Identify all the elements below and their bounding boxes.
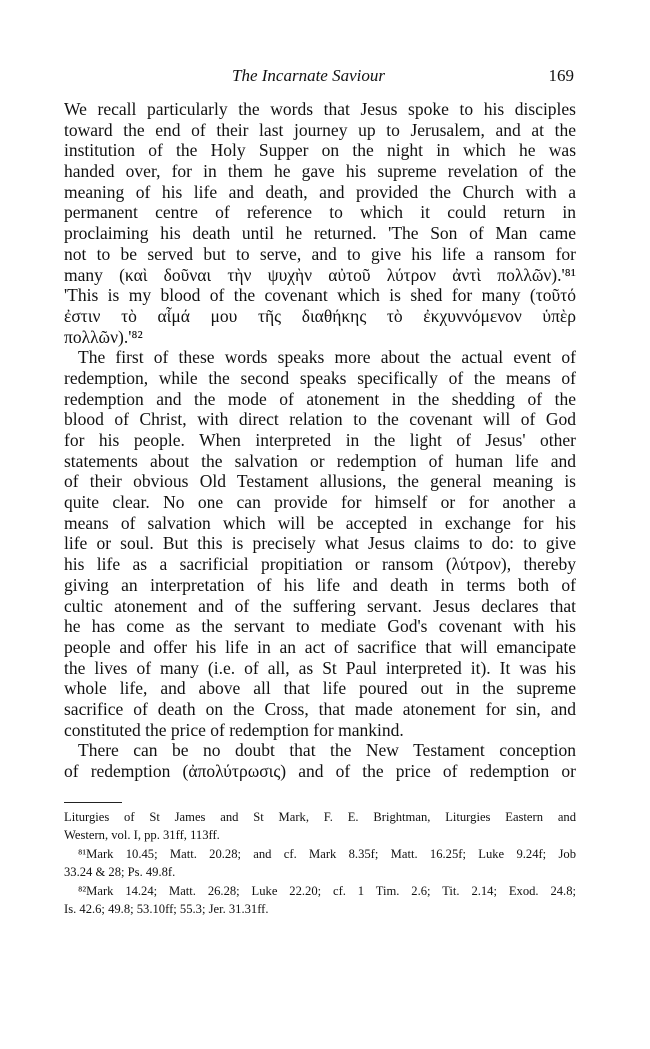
text-line: The first of these words speaks more about the actual event of	[78, 347, 576, 368]
text-line: constituted the price of redemption for mankind.	[64, 719, 404, 740]
text-line: toward the end of their last journey up to Jerusalem, and at the	[64, 119, 576, 140]
page-number: 169	[548, 66, 574, 85]
running-title: The Incarnate Saviour	[232, 66, 385, 85]
text-line: We recall particularly the words that Jesus spoke to his disciples	[64, 99, 576, 119]
text-line: 'This is my blood of the covenant which is shed for many (τοῦτό	[64, 285, 576, 306]
text-line: redemption, while the second speaks specifically of the means of	[64, 367, 576, 388]
text-line: his life as a sacrificial propitiation or ransom (λύτρον), thereby	[64, 554, 576, 575]
footnote-line: 33.24 & 28; Ps. 49.8f.	[64, 865, 176, 880]
text-line: giving an interpretation of his life and death in terms both of	[64, 574, 576, 595]
text-line: permanent centre of reference to which it could return in	[64, 202, 576, 223]
footnote-line: Western, vol. I, pp. 31ff, 113ff.	[64, 828, 220, 843]
text-line: life or soul. But this is precisely what Jesus claims to do: to give	[64, 533, 576, 554]
footnote-line: Liturgies of St James and St Mark, F. E. Brightman, Liturgies Eastern and	[64, 809, 576, 824]
footnote-line: ⁸¹Mark 10.45; Matt. 20.28; and cf. Mark 8.35f; Matt. 16.25f; Luke 9.24f; Job	[78, 846, 576, 861]
text-line: cultic atonement and of the suffering servant. Jesus declares that	[64, 595, 576, 616]
footnote-rule	[64, 802, 122, 803]
text-line: proclaiming his death until he returned. 'The Son of Man came	[64, 223, 576, 244]
text-line: people and offer his life in an act of sacrifice that will emancipate	[64, 636, 576, 657]
text-line: ἐστιν τὸ αἷμά μου τῆς διαθήκης τὸ ἐκχυννόμενον ὑπὲρ	[64, 305, 576, 326]
text-line: πολλῶν).'⁸²	[64, 326, 143, 347]
text-line: blood of Christ, with direct relation to the covenant will of God	[64, 409, 576, 430]
text-line: quite clear. No one can provide for himself or for another a	[64, 492, 576, 513]
main-text	[64, 99, 576, 782]
text-line: for his people. When interpreted in the light of Jesus' other	[64, 430, 576, 450]
text-line: he has come as the servant to mediate God's covenant with his	[64, 616, 576, 637]
text-line: handed over, for in them he gave his supreme revelation of the	[64, 161, 576, 182]
text-line: institution of the Holy Supper on the night in which he was	[64, 140, 576, 161]
text-line: means of salvation which will be accepted in exchange for his	[64, 512, 576, 533]
page-header	[232, 66, 574, 88]
text-line: of redemption (ἀπολύτρωσις) and of the price of redemption or	[64, 761, 576, 781]
text-line: not to be served but to serve, and to give his life a ransom for	[64, 243, 576, 264]
text-line: whole life, and above all that life poured out in the supreme	[64, 678, 576, 699]
footnote-line: ⁸²Mark 14.24; Matt. 26.28; Luke 22.20; cf. 1 Tim. 2.6; Tit. 2.14; Exod. 24.8;	[78, 883, 576, 898]
text-line: of their obvious Old Testament allusions, the general meaning is	[64, 471, 576, 492]
footnotes	[64, 808, 576, 919]
text-line: sacrifice of death on the Cross, that made atonement for sin, and	[64, 698, 576, 719]
text-line: many (καὶ δοῦναι τὴν ψυχὴν αὐτοῦ λύτρον ἀντὶ πολλῶν).'⁸¹	[64, 264, 576, 285]
text-line: redemption and the mode of atonement in the shedding of the	[64, 388, 576, 409]
section-gap	[64, 782, 576, 802]
text-line: There can be no doubt that the New Testament conception	[78, 740, 576, 761]
body-text	[64, 99, 576, 919]
footnote-line: Is. 42.6; 49.8; 53.10ff; 55.3; Jer. 31.31ff.	[64, 902, 269, 917]
text-line: statements about the salvation or redemption of human life and	[64, 450, 576, 471]
text-line: meaning of his life and death, and provided the Church with a	[64, 181, 576, 202]
text-line: the lives of many (i.e. of all, as St Paul interpreted it). It was his	[64, 657, 576, 678]
